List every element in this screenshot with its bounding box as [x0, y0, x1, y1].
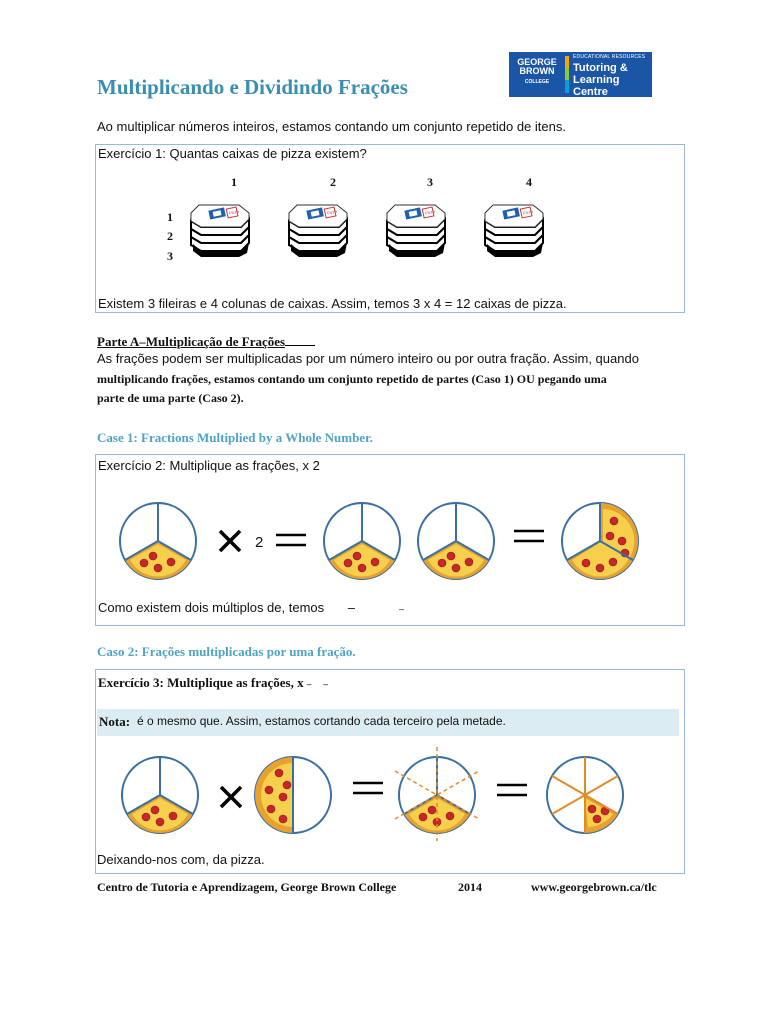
- equals-sign: [353, 783, 383, 793]
- pizza-cut-sixths: [395, 747, 479, 841]
- exercise-3-conclusion: Deixando-nos com, da pizza.: [97, 852, 265, 867]
- exercise-2-title: Exercício 2: Multiplique as frações, x 2: [98, 458, 320, 473]
- part-a-line-3: parte de uma parte (Caso 2).: [97, 391, 244, 405]
- case-2-heading: Caso 2: Frações multiplicadas por uma fração.: [97, 644, 356, 659]
- pizza-one-sixth: [547, 757, 623, 833]
- pizza-box-stack: [485, 205, 543, 257]
- column-label: 2: [330, 175, 336, 189]
- row-label: 3: [167, 249, 173, 263]
- pizza-box-stack: [387, 205, 445, 257]
- exercise-1-box: [95, 144, 685, 313]
- part-a-heading: Parte A–Multiplicação de Frações: [97, 333, 315, 350]
- equals-sign: [497, 785, 527, 795]
- fraction-diagram-2: [115, 745, 675, 841]
- pizza-one-third: [418, 503, 494, 579]
- equals-sign: [276, 535, 306, 545]
- exercise-1-conclusion: Existem 3 fileiras e 4 colunas de caixas. Assim, temos 3 x 4 = 12 caixas de pizza.: [98, 296, 567, 311]
- column-label: 3: [427, 175, 433, 189]
- note-text: é o mesmo que. Assim, estamos cortando cada terceiro pela metade.: [137, 714, 506, 728]
- fraction-diagram-1: [116, 501, 676, 585]
- column-label: 4: [526, 175, 532, 189]
- pizza-one-third: [324, 503, 400, 579]
- exercise-2-conclusion: Como existem dois múltiplos de, temos – –: [98, 600, 405, 615]
- pizza-box-stacks: [186, 195, 586, 285]
- part-a-line-1: As frações podem ser multiplicadas por um número inteiro ou por outra fração. Assim, quando: [97, 351, 639, 366]
- multiplier-value: 2: [255, 534, 264, 551]
- pizza-box-stack: [289, 205, 347, 257]
- pizza-one-third: [122, 757, 198, 833]
- george-brown-logo: [509, 52, 652, 97]
- equals-sign: [514, 531, 544, 541]
- footer-url[interactable]: www.georgebrown.ca/tlc: [531, 880, 657, 894]
- note-box: [97, 709, 679, 736]
- exercise-3-title: Exercício 3: Multiplique as frações, x – –: [98, 675, 328, 690]
- exercise-1-title: Exercício 1: Quantas caixas de pizza existem?: [98, 146, 367, 161]
- logo-college-name: GEORGE BROWN COLLEGE: [517, 57, 557, 85]
- multiply-sign: [221, 787, 241, 807]
- pizza-one-third: [120, 503, 196, 579]
- logo-educational-resources: EDUCATIONAL RESOURCES: [573, 54, 646, 60]
- pizza-two-thirds: [562, 503, 638, 579]
- column-label: 1: [231, 175, 237, 189]
- logo-centre-name: Tutoring & Learning Centre: [573, 62, 628, 98]
- page-title: Multiplicando e Dividindo Frações: [97, 75, 408, 99]
- pizza-box-stack: [191, 205, 249, 257]
- row-label: 2: [167, 229, 173, 243]
- multiply-sign: [220, 531, 240, 551]
- exercise-2-box: [95, 454, 685, 626]
- part-a-line-2: multiplicando frações, estamos contando um conjunto repetido de partes (Caso 1) OU pegando uma: [97, 372, 607, 386]
- footer-year: 2014: [458, 880, 482, 894]
- pizza-one-half: [255, 757, 331, 833]
- row-label: 1: [167, 210, 173, 224]
- case-1-heading: Case 1: Fractions Multiplied by a Whole Number.: [97, 430, 373, 445]
- footer-centre: Centro de Tutoria e Aprendizagem, George Brown College: [97, 880, 397, 894]
- intro-text: Ao multiplicar números inteiros, estamos contando um conjunto repetido de itens.: [97, 119, 566, 134]
- note-label: Nota:: [99, 714, 131, 729]
